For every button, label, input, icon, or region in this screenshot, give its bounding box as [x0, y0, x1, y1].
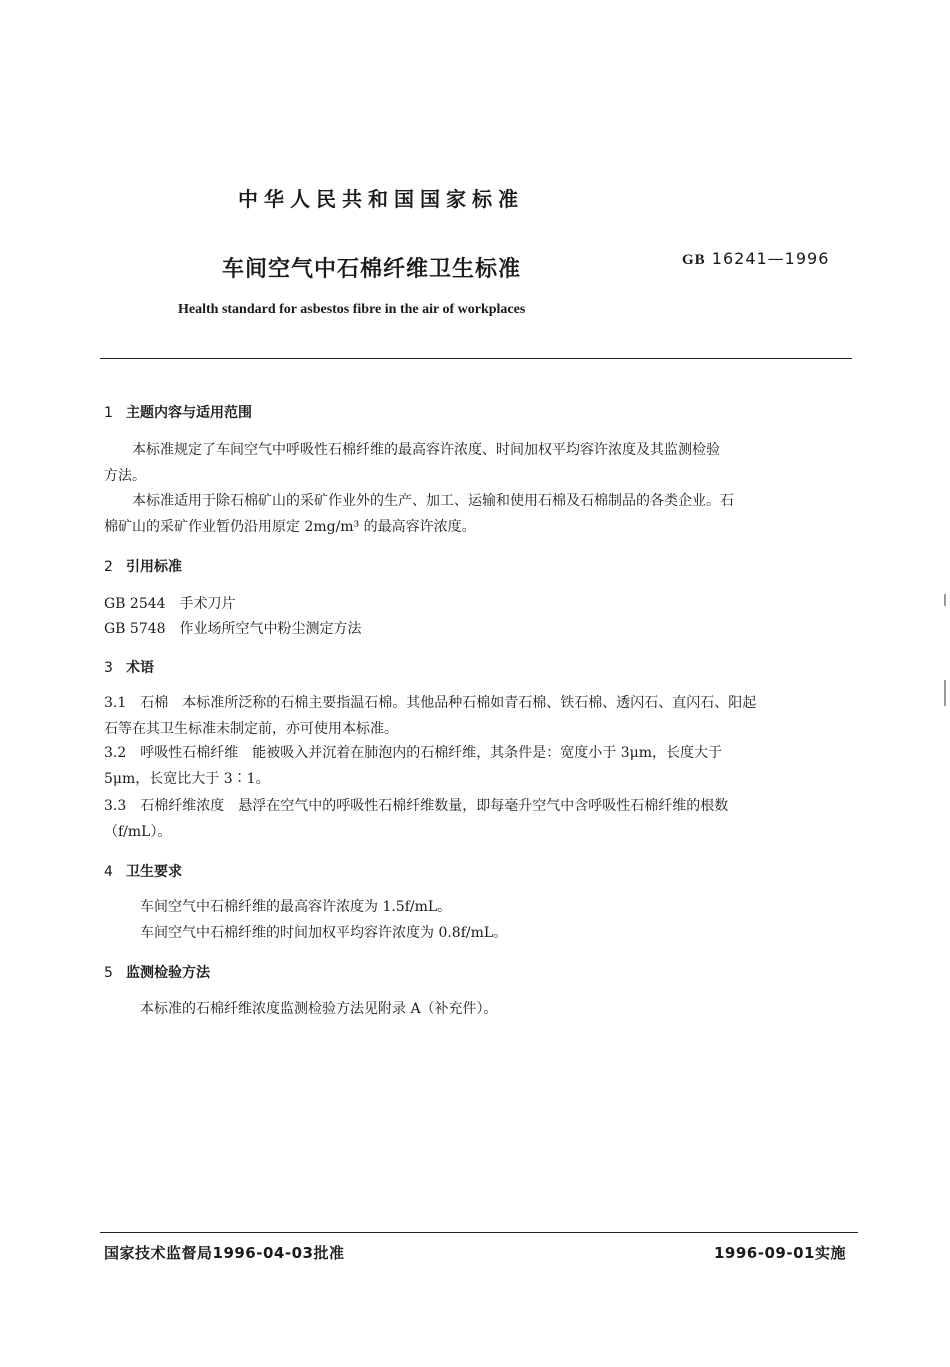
requirement-twa-concentration: 车间空气中石棉纤维的时间加权平均容许浓度为 0.8f/mL。: [140, 925, 508, 941]
standard-code: [682, 249, 829, 269]
section-3-heading: [104, 657, 154, 677]
section-1-title: 主题内容与适用范围: [126, 405, 252, 421]
method-reference: 本标准的石棉纤维浓度监测检验方法见附录 A（补充件）。: [140, 1001, 498, 1017]
section-2-heading: [104, 556, 182, 576]
header-divider: [100, 358, 852, 359]
section-3-title: 术语: [126, 660, 154, 676]
scan-edge-mark: [944, 680, 946, 706]
standard-code-prefix: GB: [682, 252, 706, 268]
requirement-max-concentration: 车间空气中石棉纤维的最高容许浓度为 1.5f/mL。: [140, 899, 452, 915]
section-1-paragraph-1-line-1: 本标准规定了车间空气中呼吸性石棉纤维的最高容许浓度、时间加权平均容许浓度及其监测检验: [132, 442, 720, 458]
standard-type-heading: 中华人民共和国国家标准: [238, 187, 524, 211]
section-1-paragraph-1-line-2: 方法。: [104, 468, 146, 484]
term-3-1-line-2: 石等在其卫生标准未制定前，亦可使用本标准。: [104, 721, 398, 737]
section-1-paragraph-2-line-1: 本标准适用于除石棉矿山的采矿作业外的生产、加工、运输和使用石棉及石棉制品的各类企业。石: [132, 493, 734, 509]
footer-divider: [100, 1232, 858, 1233]
document-title: 车间空气中石棉纤维卫生标准: [222, 257, 522, 282]
implementation-date: 1996-09-01实施: [714, 1244, 846, 1262]
scan-edge-mark: [944, 594, 946, 606]
reference-gb-2544: GB 2544 手术刀片: [104, 596, 236, 612]
standard-code-number: 16241—1996: [711, 249, 830, 268]
section-2-number: 2: [104, 559, 113, 575]
section-1-paragraph-2-line-2: 棉矿山的采矿作业暂仍沿用原定 2mg/m³ 的最高容许浓度。: [104, 519, 476, 535]
section-1-heading: [104, 402, 252, 422]
term-3-2-line-2: 5μm，长宽比大于 3∶1。: [104, 771, 270, 787]
section-5-title: 监测检验方法: [126, 965, 210, 981]
reference-gb-5748: GB 5748 作业场所空气中粉尘测定方法: [104, 621, 362, 637]
term-3-3-line-2: （f/mL）。: [104, 824, 172, 840]
term-3-1-line-1: 3.1 石棉 本标准所泛称的石棉主要指温石棉。其他品种石棉如青石棉、铁石棉、透闪石、直闪石、阳起: [104, 695, 757, 711]
approval-date: 国家技术监督局1996-04-03批准: [104, 1244, 345, 1262]
section-4-heading: [104, 861, 182, 881]
english-title: Health standard for asbestos fibre in the air of workplaces: [178, 302, 526, 317]
section-1-number: 1: [104, 405, 113, 421]
term-3-2-line-1: 3.2 呼吸性石棉纤维 能被吸入并沉着在肺泡内的石棉纤维，其条件是：宽度小于 3μm，长度大于: [104, 745, 722, 761]
term-3-3-line-1: 3.3 石棉纤维浓度 悬浮在空气中的呼吸性石棉纤维数量，即每毫升空气中含呼吸性石棉纤维的根数: [104, 798, 729, 814]
section-3-number: 3: [104, 660, 113, 676]
section-5-number: 5: [104, 965, 113, 981]
section-4-title: 卫生要求: [126, 864, 182, 880]
section-5-heading: [104, 962, 210, 982]
section-4-number: 4: [104, 864, 113, 880]
section-2-title: 引用标准: [126, 559, 182, 575]
